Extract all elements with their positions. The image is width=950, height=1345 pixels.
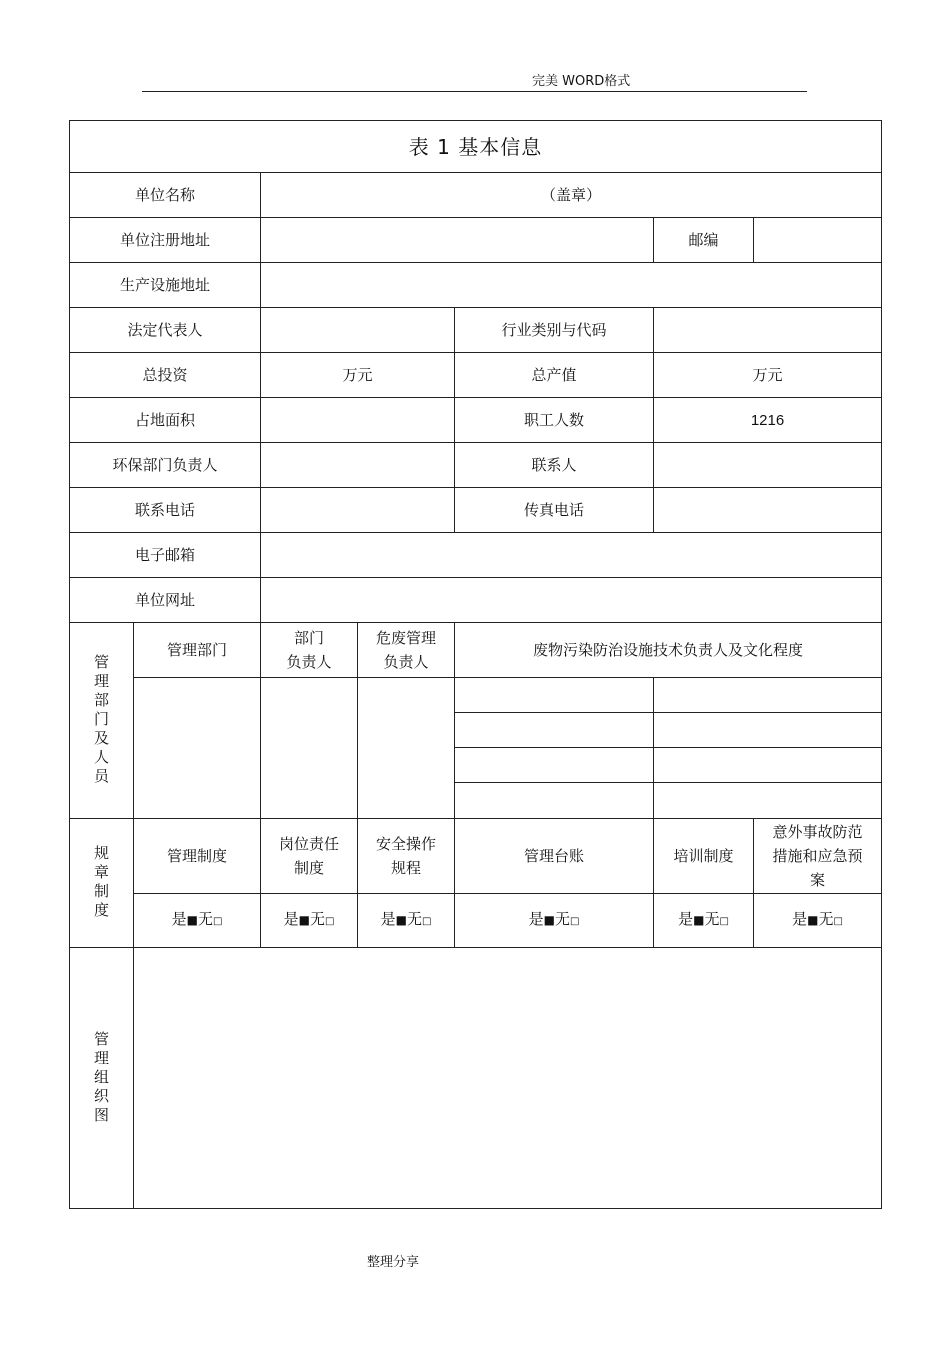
tech-head-education-field-2[interactable] <box>654 713 882 748</box>
employees-label: 职工人数 <box>455 398 654 443</box>
website-field[interactable] <box>261 578 882 623</box>
rule-emergency-choice[interactable] <box>754 894 882 948</box>
rule-emergency-line3: 案 <box>810 871 826 889</box>
tech-head-education-field-4[interactable] <box>654 783 882 819</box>
total-investment-label: 总投资 <box>70 353 261 398</box>
yes-label: 是 <box>283 910 299 928</box>
contact-label: 联系人 <box>455 443 654 488</box>
page-header-title: 完美 WORD格式 <box>532 74 631 89</box>
land-area-field[interactable] <box>261 398 455 443</box>
mgmt-section-label-text: 管理部门及人员 <box>94 653 110 785</box>
no-checkbox-unchecked[interactable]: □ <box>719 916 729 927</box>
yes-checkbox-checked[interactable]: ■ <box>298 913 310 927</box>
no-label: 无 <box>818 910 834 928</box>
env-manager-field[interactable] <box>261 443 455 488</box>
no-label: 无 <box>406 910 422 928</box>
total-output-unit: 万元 <box>752 366 783 384</box>
land-area-label: 占地面积 <box>70 398 261 443</box>
rule-post-resp-line2: 制度 <box>293 859 324 877</box>
tech-head-name-field-4[interactable] <box>455 783 654 819</box>
rule-ledger-choice[interactable] <box>455 894 654 948</box>
no-label: 无 <box>197 910 213 928</box>
tech-head-label: 废物污染防治设施技术负责人及文化程度 <box>455 623 882 678</box>
env-manager-label: 环保部门负责人 <box>70 443 261 488</box>
yes-label: 是 <box>380 910 396 928</box>
hazwaste-head-label-line2: 负责人 <box>383 653 429 671</box>
table-title: 表 1 基本信息 <box>70 121 882 173</box>
yes-label: 是 <box>528 910 544 928</box>
rule-post-resp-line1: 岗位责任 <box>278 835 339 853</box>
total-output-label: 总产值 <box>455 353 654 398</box>
no-checkbox-unchecked[interactable]: □ <box>421 916 432 927</box>
no-label: 无 <box>704 910 720 928</box>
hazwaste-head-label <box>358 623 455 678</box>
rule-safety-line2: 规程 <box>390 859 421 877</box>
yes-checkbox-checked[interactable]: ■ <box>693 913 705 927</box>
rule-post-resp-label <box>261 819 358 894</box>
yes-label: 是 <box>792 910 808 928</box>
fax-field[interactable] <box>654 488 882 533</box>
unit-name-seal-note: （盖章） <box>541 186 602 204</box>
rule-training-label: 培训制度 <box>654 819 754 894</box>
org-chart-label-text: 管理组织图 <box>94 1029 110 1124</box>
no-checkbox-unchecked[interactable]: □ <box>833 916 843 927</box>
fax-label: 传真电话 <box>455 488 654 533</box>
no-label: 无 <box>554 910 570 928</box>
postcode-field[interactable] <box>754 218 882 263</box>
rule-post-resp-choice[interactable] <box>261 894 358 948</box>
rule-training-choice[interactable] <box>654 894 754 948</box>
rule-emergency-label <box>754 819 882 894</box>
rules-section-label <box>70 819 134 948</box>
yes-checkbox-checked[interactable]: ■ <box>395 913 407 927</box>
industry-label: 行业类别与代码 <box>455 308 654 353</box>
hazwaste-head-field[interactable] <box>358 678 455 819</box>
rule-emergency-line1: 意外事故防范 <box>772 823 863 841</box>
rule-emergency-line2: 措施和应急预 <box>772 847 863 865</box>
phone-label: 联系电话 <box>70 488 261 533</box>
no-checkbox-unchecked[interactable]: □ <box>324 916 335 927</box>
basic-info-form-table <box>69 120 882 1209</box>
unit-name-label: 单位名称 <box>70 173 261 218</box>
tech-head-name-field-3[interactable] <box>455 748 654 783</box>
dept-head-field[interactable] <box>261 678 358 819</box>
yes-label: 是 <box>678 910 694 928</box>
unit-name-field[interactable] <box>261 173 882 218</box>
reg-address-field[interactable] <box>261 218 654 263</box>
website-label: 单位网址 <box>70 578 261 623</box>
tech-head-name-field-2[interactable] <box>455 713 654 748</box>
yes-checkbox-checked[interactable]: ■ <box>807 913 819 927</box>
phone-field[interactable] <box>261 488 455 533</box>
mgmt-section-label <box>70 623 134 819</box>
page-footer-text: 整理分享 <box>367 1255 420 1270</box>
no-checkbox-unchecked[interactable]: □ <box>569 916 580 927</box>
org-chart-area[interactable] <box>134 948 882 1209</box>
yes-checkbox-checked[interactable]: ■ <box>186 913 198 927</box>
rule-safety-line1: 安全操作 <box>375 835 436 853</box>
dept-head-label <box>261 623 358 678</box>
facility-address-field[interactable] <box>261 263 882 308</box>
yes-checkbox-checked[interactable]: ■ <box>543 913 555 927</box>
total-output-field[interactable] <box>654 353 882 398</box>
tech-head-name-field-1[interactable] <box>455 678 654 713</box>
yes-label: 是 <box>171 910 187 928</box>
rule-mgmt-system-label: 管理制度 <box>134 819 261 894</box>
rule-safety-label <box>358 819 455 894</box>
total-investment-field[interactable] <box>261 353 455 398</box>
dept-head-label-line2: 负责人 <box>286 653 332 671</box>
mgmt-dept-label: 管理部门 <box>134 623 261 678</box>
employees-value: 1216 <box>750 411 785 429</box>
rules-section-label-text: 规章制度 <box>94 844 110 919</box>
postcode-label: 邮编 <box>654 218 754 263</box>
mgmt-dept-field[interactable] <box>134 678 261 819</box>
email-field[interactable] <box>261 533 882 578</box>
email-label: 电子邮箱 <box>70 533 261 578</box>
org-chart-label <box>70 948 134 1209</box>
hazwaste-head-label-line1: 危废管理 <box>375 629 436 647</box>
facility-address-label: 生产设施地址 <box>70 263 261 308</box>
header-divider <box>142 91 807 92</box>
rule-safety-choice[interactable] <box>358 894 455 948</box>
industry-field[interactable] <box>654 308 882 353</box>
rule-mgmt-system-choice[interactable] <box>134 894 261 948</box>
legal-rep-field[interactable] <box>261 308 455 353</box>
contact-field[interactable] <box>654 443 882 488</box>
rule-ledger-label: 管理台账 <box>455 819 654 894</box>
employees-field[interactable] <box>654 398 882 443</box>
legal-rep-label: 法定代表人 <box>70 308 261 353</box>
total-investment-unit: 万元 <box>342 366 373 384</box>
tech-head-education-field-3[interactable] <box>654 748 882 783</box>
tech-head-education-field-1[interactable] <box>654 678 882 713</box>
dept-head-label-line1: 部门 <box>293 629 324 647</box>
reg-address-label: 单位注册地址 <box>70 218 261 263</box>
no-label: 无 <box>309 910 325 928</box>
no-checkbox-unchecked[interactable]: □ <box>212 916 223 927</box>
